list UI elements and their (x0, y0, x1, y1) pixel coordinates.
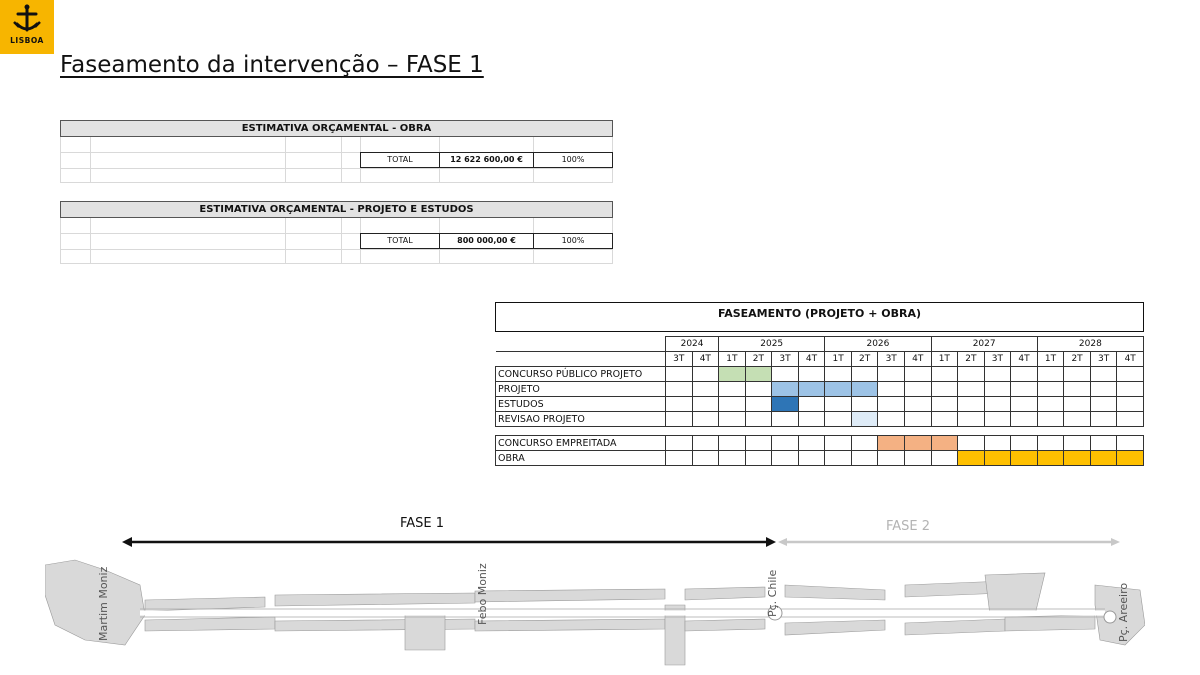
gantt-empty-cell (1090, 367, 1117, 382)
place-martim-moniz: Martim Moniz (97, 566, 110, 641)
quarter-header: 2T (851, 352, 878, 367)
gantt-empty-cell (692, 412, 719, 427)
gantt-empty-cell (878, 451, 905, 466)
gantt-empty-cell (1037, 382, 1064, 397)
gantt-bar-cell (958, 451, 985, 466)
place-pc-areeiro: Pç. Areeiro (1117, 582, 1130, 642)
task-label: REVISAO PROJETO (496, 412, 666, 427)
gantt-empty-cell (666, 436, 693, 451)
street-map (45, 545, 1145, 670)
gantt-bar-cell (825, 382, 852, 397)
gantt-bar-cell (878, 436, 905, 451)
gantt-empty-cell (931, 451, 958, 466)
gantt-empty-cell (692, 451, 719, 466)
gantt-empty-cell (1064, 412, 1091, 427)
gantt-empty-cell (719, 397, 746, 412)
gantt-empty-cell (798, 451, 825, 466)
gantt-empty-cell (851, 367, 878, 382)
task-label: CONCURSO EMPREITADA (496, 436, 666, 451)
gantt-spacer-row (496, 427, 1144, 436)
gantt-empty-cell (1117, 397, 1144, 412)
gantt-empty-cell (984, 412, 1011, 427)
gantt-empty-cell (1037, 397, 1064, 412)
budget-obra-grid (60, 137, 613, 182)
gantt-empty-cell (666, 412, 693, 427)
gantt-empty-cell (1011, 397, 1038, 412)
year-header: 2025 (719, 337, 825, 352)
gantt-empty-cell (1064, 436, 1091, 451)
lisboa-logo (0, 0, 54, 54)
gantt-empty-cell (851, 397, 878, 412)
gantt-bar-cell (1011, 451, 1038, 466)
gantt-empty-cell (1117, 436, 1144, 451)
gantt-empty-cell (772, 451, 799, 466)
gantt-table (495, 336, 1144, 466)
quarter-header: 1T (1037, 352, 1064, 367)
quarter-header: 3T (984, 352, 1011, 367)
gantt-empty-cell (904, 382, 931, 397)
quarter-header: 1T (719, 352, 746, 367)
year-header-blank (496, 337, 666, 352)
gantt-empty-cell (666, 397, 693, 412)
gantt-empty-cell (719, 451, 746, 466)
gantt-empty-cell (958, 412, 985, 427)
gantt-empty-cell (904, 397, 931, 412)
total-percent: 100% (561, 236, 585, 245)
gantt-empty-cell (825, 451, 852, 466)
page-title: Faseamento da intervenção – FASE 1 (60, 52, 484, 78)
quarter-header-blank (496, 352, 666, 367)
gantt-empty-cell (1011, 436, 1038, 451)
gantt-empty-cell (931, 382, 958, 397)
gantt-empty-cell (878, 397, 905, 412)
gantt-empty-cell (745, 412, 772, 427)
budget-projeto-total-row (360, 233, 613, 249)
gantt-bar-cell (984, 451, 1011, 466)
quarter-header: 4T (692, 352, 719, 367)
quarter-header: 3T (878, 352, 905, 367)
gantt-empty-cell (984, 367, 1011, 382)
gantt-bar-cell (1037, 451, 1064, 466)
gantt-empty-cell (1090, 397, 1117, 412)
quarter-header: 2T (958, 352, 985, 367)
budget-projeto-grid (60, 218, 613, 263)
gantt-bar-cell (904, 436, 931, 451)
gantt-empty-cell (931, 397, 958, 412)
gantt-task-row (496, 382, 1144, 397)
gantt-empty-cell (772, 412, 799, 427)
gantt-empty-cell (719, 436, 746, 451)
gantt-empty-cell (692, 436, 719, 451)
quarter-header: 4T (1117, 352, 1144, 367)
gantt-empty-cell (798, 412, 825, 427)
gantt-empty-cell (1011, 382, 1038, 397)
total-label: TOTAL (387, 236, 413, 245)
gantt-empty-cell (798, 397, 825, 412)
gantt-bar-cell (931, 436, 958, 451)
gantt-empty-cell (904, 451, 931, 466)
budget-obra-table (60, 120, 613, 182)
gantt-bar-cell (772, 397, 799, 412)
gantt-empty-cell (984, 436, 1011, 451)
quarter-header: 2T (1064, 352, 1091, 367)
gantt-title: FASEAMENTO (PROJETO + OBRA) (495, 302, 1144, 332)
gantt-empty-cell (1011, 367, 1038, 382)
gantt-task-row (496, 412, 1144, 427)
gantt-empty-cell (904, 412, 931, 427)
gantt-empty-cell (798, 436, 825, 451)
gantt-task-row (496, 436, 1144, 451)
gantt-empty-cell (1011, 412, 1038, 427)
fase1-label: FASE 1 (400, 516, 445, 531)
budget-obra-header: ESTIMATIVA ORÇAMENTAL - OBRA (60, 120, 613, 137)
gantt-bar-cell (1064, 451, 1091, 466)
gantt-empty-cell (1037, 412, 1064, 427)
gantt-empty-cell (904, 367, 931, 382)
gantt-empty-cell (666, 367, 693, 382)
gantt-empty-cell (719, 382, 746, 397)
quarter-header: 4T (904, 352, 931, 367)
gantt-empty-cell (931, 412, 958, 427)
year-header: 2026 (825, 337, 931, 352)
gantt-bar-cell (851, 382, 878, 397)
quarter-header: 1T (825, 352, 852, 367)
gantt-empty-cell (798, 367, 825, 382)
quarter-header: 3T (1090, 352, 1117, 367)
gantt-empty-cell (1117, 367, 1144, 382)
task-label: ESTUDOS (496, 397, 666, 412)
gantt-empty-cell (825, 367, 852, 382)
gantt-empty-cell (692, 367, 719, 382)
quarter-header: 1T (931, 352, 958, 367)
gantt-empty-cell (745, 451, 772, 466)
gantt-empty-cell (666, 451, 693, 466)
gantt-empty-cell (772, 436, 799, 451)
gantt-task-row (496, 367, 1144, 382)
fase2-label: FASE 2 (886, 519, 931, 534)
year-header: 2028 (1037, 337, 1143, 352)
gantt-schedule (495, 302, 1144, 466)
gantt-empty-cell (692, 397, 719, 412)
gantt-empty-cell (1037, 367, 1064, 382)
gantt-empty-cell (692, 382, 719, 397)
task-label: OBRA (496, 451, 666, 466)
quarter-header: 3T (666, 352, 693, 367)
gantt-task-row (496, 397, 1144, 412)
gantt-empty-cell (1090, 436, 1117, 451)
gantt-bar-cell (1090, 451, 1117, 466)
gantt-empty-cell (984, 397, 1011, 412)
gantt-task-row (496, 451, 1144, 466)
year-header: 2027 (931, 337, 1037, 352)
gantt-bar-cell (798, 382, 825, 397)
total-label: TOTAL (387, 155, 413, 164)
gantt-empty-cell (825, 412, 852, 427)
gantt-empty-cell (745, 382, 772, 397)
gantt-empty-cell (958, 436, 985, 451)
quarter-header: 4T (1011, 352, 1038, 367)
gantt-empty-cell (1090, 412, 1117, 427)
place-pc-chile: Pç. Chile (766, 569, 779, 617)
year-header: 2024 (666, 337, 719, 352)
gantt-empty-cell (745, 397, 772, 412)
lisboa-emblem-icon (0, 0, 54, 54)
gantt-empty-cell (958, 397, 985, 412)
gantt-empty-cell (1117, 382, 1144, 397)
gantt-empty-cell (851, 436, 878, 451)
total-percent: 100% (561, 155, 585, 164)
task-label: PROJETO (496, 382, 666, 397)
gantt-empty-cell (825, 436, 852, 451)
task-label: CONCURSO PÚBLICO PROJETO (496, 367, 666, 382)
gantt-empty-cell (931, 367, 958, 382)
gantt-bar-cell (1117, 451, 1144, 466)
gantt-empty-cell (878, 367, 905, 382)
gantt-empty-cell (958, 367, 985, 382)
quarter-header: 4T (798, 352, 825, 367)
gantt-empty-cell (958, 382, 985, 397)
budget-obra-total-row (360, 152, 613, 168)
gantt-empty-cell (1037, 436, 1064, 451)
gantt-empty-cell (1117, 412, 1144, 427)
total-value: 12 622 600,00 € (450, 155, 523, 164)
gantt-bar-cell (851, 412, 878, 427)
budget-projeto-header: ESTIMATIVA ORÇAMENTAL - PROJETO E ESTUDOS (60, 201, 613, 218)
gantt-empty-cell (1090, 382, 1117, 397)
gantt-empty-cell (851, 451, 878, 466)
gantt-bar-cell (719, 367, 746, 382)
gantt-bar-cell (772, 382, 799, 397)
gantt-empty-cell (878, 382, 905, 397)
gantt-empty-cell (878, 412, 905, 427)
place-febo-moniz: Febo Moniz (476, 563, 489, 625)
quarter-header: 2T (745, 352, 772, 367)
gantt-empty-cell (984, 382, 1011, 397)
budget-projeto-table (60, 201, 613, 263)
gantt-empty-cell (745, 436, 772, 451)
quarter-header: 3T (772, 352, 799, 367)
gantt-empty-cell (772, 367, 799, 382)
gantt-empty-cell (825, 397, 852, 412)
gantt-empty-cell (1064, 397, 1091, 412)
gantt-empty-cell (666, 382, 693, 397)
gantt-empty-cell (1064, 382, 1091, 397)
logo-text: LISBOA (10, 36, 44, 45)
total-value: 800 000,00 € (457, 236, 516, 245)
gantt-bar-cell (745, 367, 772, 382)
gantt-empty-cell (1064, 367, 1091, 382)
gantt-empty-cell (719, 412, 746, 427)
